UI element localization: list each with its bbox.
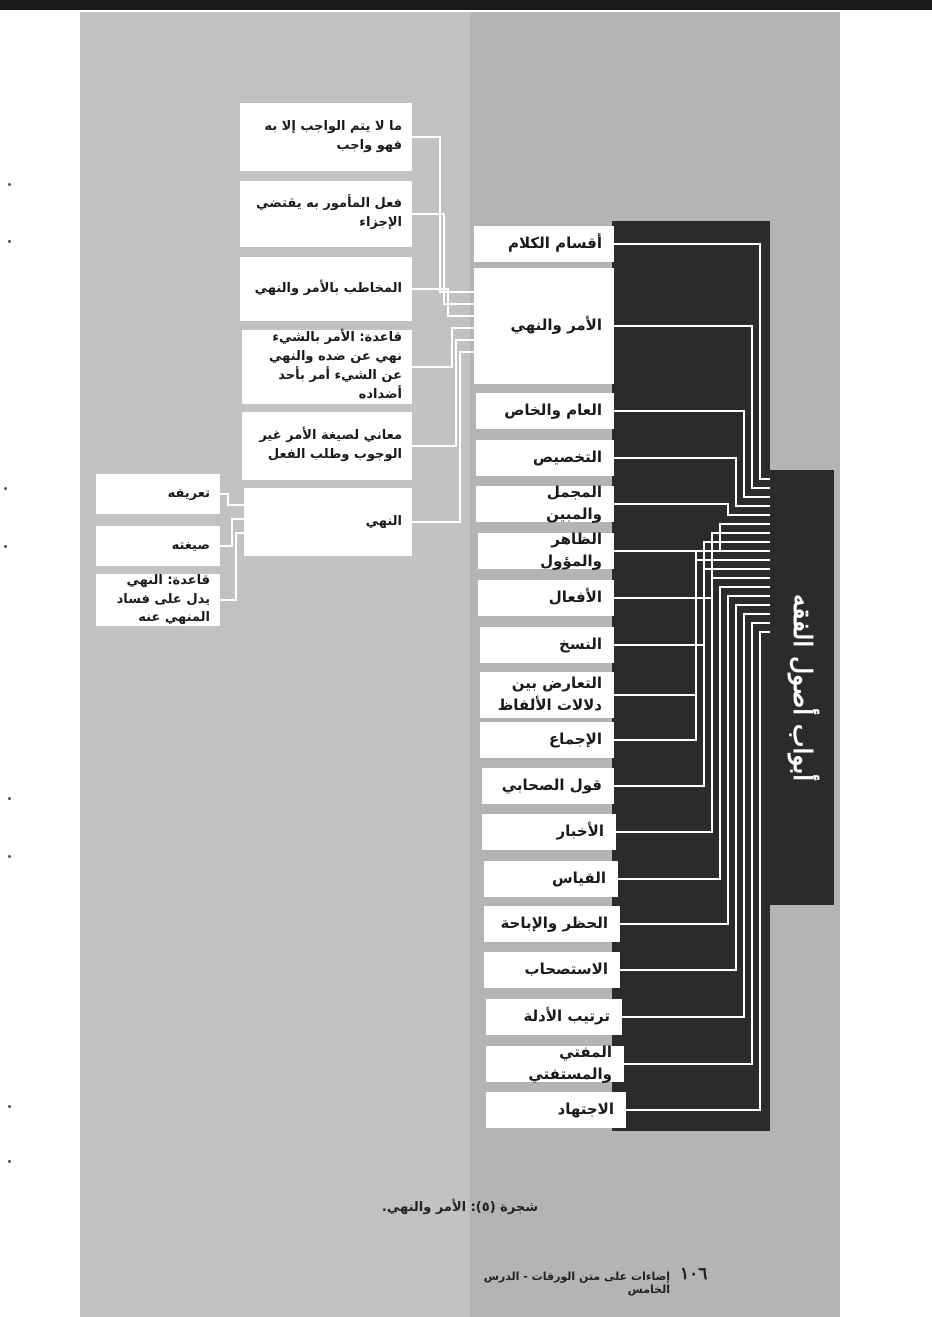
page-number: ١٠٦ — [680, 1264, 708, 1284]
chapter-box — [480, 672, 614, 718]
amr-topic-label: قاعدة: الأمر بالشيء نهي عن ضده والنهي عن الشيء أمر بأحد أضداده — [269, 330, 402, 402]
chapter-label: التعارض بين دلالات الألفاظ — [497, 674, 602, 714]
chapter-box — [476, 393, 614, 429]
margin-dot — [8, 1160, 11, 1163]
margin-dot — [8, 183, 11, 186]
amr-topic-box — [240, 103, 412, 171]
chapter-label: الأفعال — [548, 588, 602, 607]
chapter-label: الظاهر والمؤول — [540, 530, 602, 570]
figure-caption: شجرة (٥): الأمر والنهي. — [381, 1200, 539, 1215]
nahy-topic-box — [96, 526, 220, 566]
chapter-box — [484, 952, 620, 988]
chapter-label: المفتي والمستفتي — [528, 1043, 612, 1083]
margin-dot — [4, 487, 7, 490]
chapter-box — [478, 530, 614, 570]
chapter-box — [476, 440, 614, 476]
chapter-box-highlighted — [474, 268, 614, 384]
chapter-label: الاجتهاد — [557, 1100, 614, 1119]
chapters-backbone — [612, 221, 770, 1131]
amr-topic-box — [242, 330, 412, 404]
chapter-box — [478, 580, 614, 616]
nahy-topic-label: قاعدة: النهي يدل على فساد المنهي عنه — [116, 572, 210, 626]
margin-dot — [8, 240, 11, 243]
nahy-topic-box — [96, 574, 220, 626]
chapter-box — [486, 1043, 624, 1083]
chapter-label: النسخ — [559, 635, 602, 654]
nahy-topic-label: صيغته — [171, 537, 210, 553]
running-title: إضاءات على متن الورقات - الدرس الخامس — [483, 1270, 670, 1296]
chapter-box — [480, 627, 614, 663]
margin-dot — [8, 797, 11, 800]
chapter-box — [486, 1092, 626, 1128]
amr-topic-box — [240, 181, 412, 247]
chapter-label: الاستصحاب — [524, 960, 608, 979]
amr-topic-box — [244, 488, 412, 556]
chapter-box — [484, 906, 620, 942]
amr-topic-label: ما لا يتم الواجب إلا به فهو واجب — [264, 119, 402, 153]
amr-topic-box — [242, 412, 412, 480]
margin-dot — [4, 545, 7, 548]
margin-dot — [8, 855, 11, 858]
chapter-label: الإجماع — [548, 730, 602, 749]
chapter-label: القياس — [551, 869, 606, 888]
chapter-box — [486, 999, 622, 1035]
amr-topic-label: معاني لصيغة الأمر غير الوجوب وطلب الفعل — [259, 428, 402, 462]
chapter-label: أقسام الكلام — [508, 234, 602, 253]
amr-topic-label: النهي — [365, 513, 402, 529]
chapter-label: التخصيص — [532, 448, 602, 467]
chapter-label: ترتيب الأدلة — [523, 1007, 610, 1026]
chapter-label: الحظر والإباحة — [500, 914, 608, 933]
nahy-topic-box — [96, 474, 220, 514]
amr-topic-label: فعل المأمور به يقتضي الإجزاء — [256, 196, 402, 230]
amr-topic-label: المخاطب بالأمر والنهي — [254, 280, 402, 296]
chapter-box — [474, 226, 614, 262]
diagram-title: أبواب أصول الفقه — [788, 593, 817, 782]
chapter-label: الأمر والنهي — [510, 316, 602, 335]
chapter-box — [482, 768, 614, 804]
chapter-box — [482, 814, 616, 850]
chapter-box — [484, 861, 618, 897]
chapter-label: العام والخاص — [504, 401, 602, 420]
chapter-box — [476, 483, 614, 523]
chapter-label: الأخبار — [556, 822, 604, 841]
chapter-label: قول الصحابي — [501, 776, 602, 795]
chapter-label: المجمل والمبين — [546, 483, 602, 523]
chapter-box — [480, 722, 614, 758]
amr-topic-box — [240, 257, 412, 321]
nahy-topic-label: تعريفه — [167, 485, 210, 501]
top-rule — [0, 0, 932, 10]
margin-dot — [8, 1105, 11, 1108]
